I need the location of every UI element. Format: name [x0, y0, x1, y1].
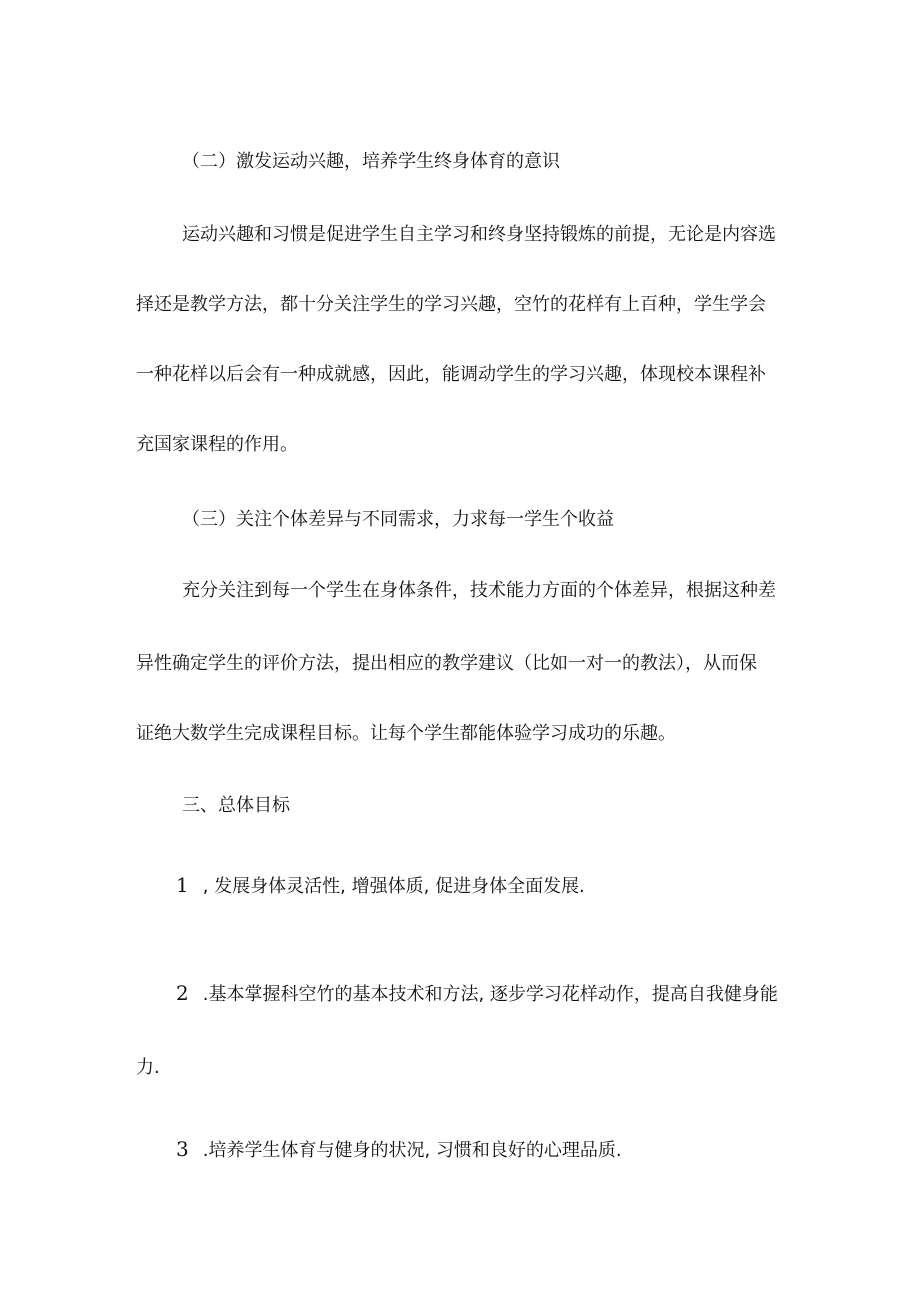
goal-text: , 发展身体灵活性, 增强体质, 促进身体全面发展. — [202, 876, 585, 897]
goal-text-continuation: 力. — [136, 1057, 160, 1078]
goal-text: .基本掌握科空竹的基本技术和方法, 逐步学习花样动作，提高自我健身能 — [202, 984, 778, 1005]
goal-number: 1 — [176, 873, 189, 897]
paragraph-line: 充分关注到每一个学生在身体条件，技术能力方面的个体差异，根据这种差 — [182, 580, 776, 601]
section-3-heading: （三）关注个体差异与不同需求，力求每一学生个收益 — [182, 509, 614, 530]
goal-item-1 — [176, 873, 585, 899]
section-2-heading: （二）激发运动兴趣，培养学生终身体育的意识 — [182, 151, 560, 172]
paragraph-line: 择还是教学方法，都十分关注学生的学习兴趣，空竹的花样有上百种，学生学会 — [136, 294, 766, 315]
goal-number: 3 — [176, 1137, 189, 1161]
paragraph-line: 充国家课程的作用。 — [136, 434, 298, 455]
goal-text: .培养学生体育与健身的状况, 习惯和良好的心理品质. — [202, 1140, 622, 1161]
paragraph-line: 一种花样以后会有一种成就感，因此，能调动学生的学习兴趣，体现校本课程补 — [136, 364, 766, 385]
goal-item-2 — [176, 981, 778, 1007]
paragraph-line: 运动兴趣和习惯是促进学生自主学习和终身坚持锻炼的前提，无论是内容选 — [182, 224, 776, 245]
paragraph-line: 证绝大数学生完成课程目标。让每个学生都能体验学习成功的乐趣。 — [136, 723, 676, 744]
goals-heading: 三、总体目标 — [182, 795, 290, 816]
goal-number: 2 — [176, 981, 189, 1005]
paragraph-line: 异性确定学生的评价方法，提出相应的教学建议（比如一对一的教法），从而保 — [136, 653, 757, 674]
goal-item-3 — [176, 1137, 622, 1163]
